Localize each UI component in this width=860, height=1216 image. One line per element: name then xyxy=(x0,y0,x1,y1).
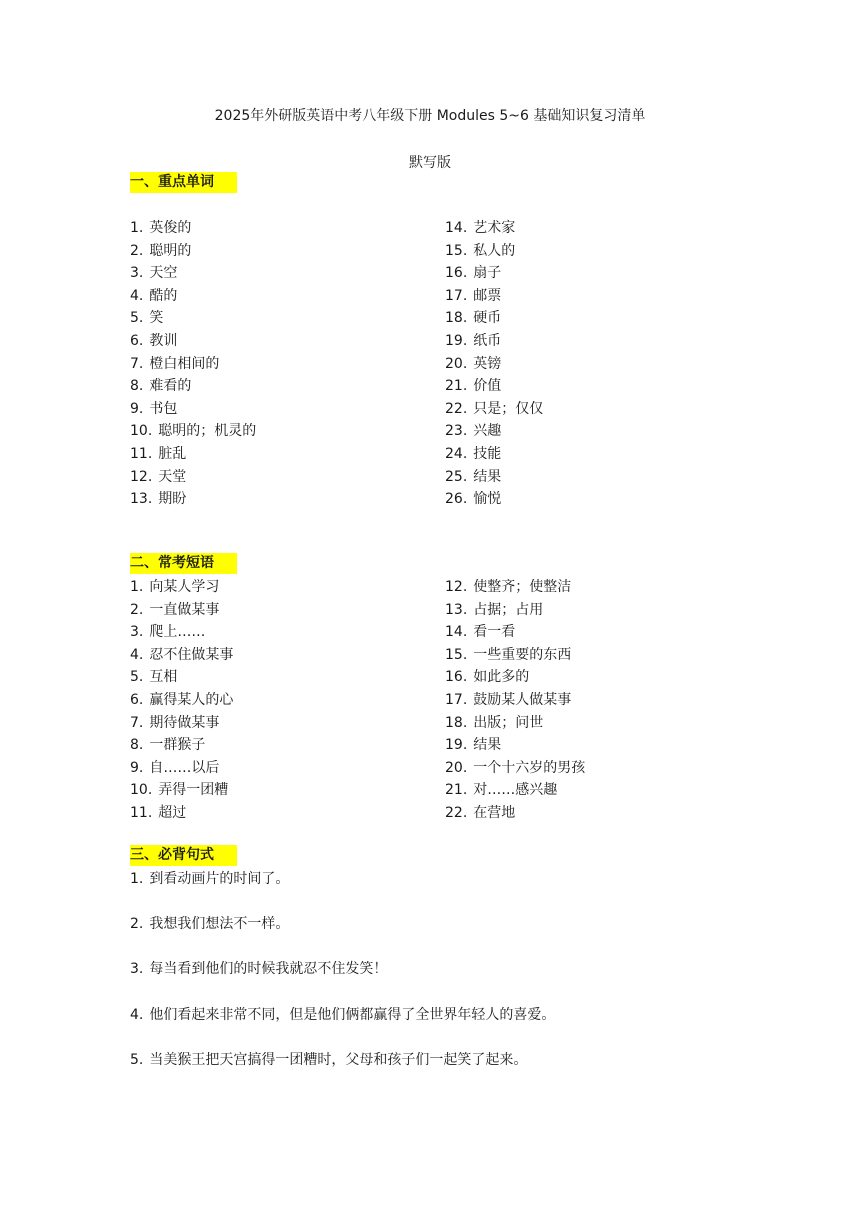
sentence-item xyxy=(130,868,555,913)
word-item xyxy=(130,466,256,489)
word-item-number: 24. xyxy=(445,445,468,462)
word-item-number: 18. xyxy=(445,310,468,327)
phrase-item-text: 使整齐；使整洁 xyxy=(473,579,572,595)
word-item-number: 20. xyxy=(445,355,468,372)
word-item xyxy=(130,443,256,466)
word-item-number: 26. xyxy=(445,491,468,508)
phrase-item-number: 18. xyxy=(445,714,468,731)
page-subtitle: 默写版 xyxy=(409,155,451,171)
phrase-item xyxy=(130,779,233,802)
sentence-item-number: 4. xyxy=(130,1006,144,1023)
word-item-number: 7. xyxy=(130,355,144,372)
word-item-text: 愉悦 xyxy=(473,491,502,508)
word-item-number: 10. xyxy=(130,423,153,440)
phrase-list-left xyxy=(130,576,233,825)
sentence-item-text: 到看动画片的时间了。 xyxy=(149,871,290,887)
phrase-item-text: 互相 xyxy=(149,669,178,686)
phrase-item-text: 出版；问世 xyxy=(473,714,544,731)
phrase-item-text: 看一看 xyxy=(473,624,516,641)
phrase-item-text: 期待做某事 xyxy=(149,714,220,731)
word-item-text: 聪明的；机灵的 xyxy=(158,423,257,440)
word-item xyxy=(130,488,256,511)
word-item xyxy=(445,262,543,285)
phrase-item xyxy=(130,734,233,757)
word-item-text: 酷的 xyxy=(149,287,178,304)
phrase-item-number: 22. xyxy=(445,804,468,821)
word-item-text: 橙白相间的 xyxy=(149,355,220,372)
word-item-number: 1. xyxy=(130,220,144,236)
phrase-item xyxy=(445,644,585,667)
word-item xyxy=(445,466,543,489)
phrase-list-right xyxy=(445,576,585,825)
phrase-item-text: 一直做某事 xyxy=(149,601,220,618)
word-item-text: 聪明的 xyxy=(149,242,192,259)
phrase-item xyxy=(130,712,233,735)
sentence-item xyxy=(130,1049,555,1094)
word-item-text: 英俊的 xyxy=(149,220,192,236)
sentence-item-number: 5. xyxy=(130,1051,144,1068)
phrase-item-number: 11. xyxy=(130,804,153,821)
word-item-text: 邮票 xyxy=(473,287,502,304)
word-item-number: 4. xyxy=(130,287,144,304)
word-item-number: 11. xyxy=(130,445,153,462)
word-item xyxy=(130,307,256,330)
word-item xyxy=(130,217,256,240)
phrase-item-number: 15. xyxy=(445,646,468,663)
sentence-item xyxy=(130,913,555,958)
phrase-item-text: 鼓励某人做某事 xyxy=(473,691,572,708)
word-item-text: 天堂 xyxy=(158,468,187,485)
phrase-item-number: 14. xyxy=(445,624,468,641)
phrase-item-number: 2. xyxy=(130,601,144,618)
word-item-number: 5. xyxy=(130,310,144,327)
sentence-list xyxy=(130,868,555,1094)
phrase-item-number: 5. xyxy=(130,669,144,686)
phrase-item xyxy=(445,757,585,780)
phrase-item xyxy=(130,621,233,644)
phrase-item-number: 1. xyxy=(130,579,144,595)
word-item-text: 纸币 xyxy=(473,332,502,349)
phrase-item xyxy=(445,689,585,712)
page-title: 2025年外研版英语中考八年级下册 Modules 5~6 基础知识复习清单 xyxy=(214,108,646,124)
word-item-text: 硬币 xyxy=(473,310,502,327)
word-item-number: 14. xyxy=(445,220,468,236)
phrase-item-number: 13. xyxy=(445,601,468,618)
word-item-text: 只是；仅仅 xyxy=(473,400,544,417)
word-item-text: 艺术家 xyxy=(473,220,516,236)
phrase-item-text: 赢得某人的心 xyxy=(149,691,234,708)
phrase-item-text: 弄得一团糟 xyxy=(158,782,229,799)
phrase-item xyxy=(445,802,585,825)
sentence-item-number: 2. xyxy=(130,916,144,933)
section-heading-phrases: 二、常考短语 xyxy=(130,553,237,574)
word-item xyxy=(445,217,543,240)
sentence-item-text: 当美猴王把天宫搞得一团糟时，父母和孩子们一起笑了起来。 xyxy=(149,1051,528,1068)
phrase-item-text: 自……以后 xyxy=(149,759,220,776)
phrase-item-text: 忍不住做某事 xyxy=(149,646,234,663)
phrase-item-number: 16. xyxy=(445,669,468,686)
phrase-item xyxy=(130,757,233,780)
section-heading-words: 一、重点单词 xyxy=(130,172,237,193)
word-item xyxy=(445,285,543,308)
phrase-item-number: 20. xyxy=(445,759,468,776)
word-item-number: 17. xyxy=(445,287,468,304)
phrase-item-text: 如此多的 xyxy=(473,669,530,686)
sentence-item-number: 3. xyxy=(130,961,144,978)
phrase-item xyxy=(445,734,585,757)
word-item xyxy=(445,353,543,376)
word-item-number: 21. xyxy=(445,378,468,395)
word-item xyxy=(130,375,256,398)
word-item xyxy=(130,420,256,443)
phrase-item-text: 一个十六岁的男孩 xyxy=(473,759,586,776)
phrase-item xyxy=(445,599,585,622)
word-item xyxy=(445,240,543,263)
phrase-item xyxy=(445,712,585,735)
word-item xyxy=(445,443,543,466)
phrase-item-text: 爬上…… xyxy=(149,624,206,641)
word-item-number: 16. xyxy=(445,265,468,282)
phrase-item-number: 17. xyxy=(445,691,468,708)
word-item xyxy=(445,307,543,330)
word-item-number: 9. xyxy=(130,400,144,417)
phrase-item-number: 3. xyxy=(130,624,144,641)
word-item-number: 6. xyxy=(130,332,144,349)
sentence-item-text: 他们看起来非常不同，但是他们俩都赢得了全世界年轻人的喜爱。 xyxy=(149,1006,556,1023)
phrase-item-number: 4. xyxy=(130,646,144,663)
phrase-item xyxy=(445,576,585,599)
word-item-text: 技能 xyxy=(473,445,502,462)
phrase-item-number: 6. xyxy=(130,691,144,708)
word-item xyxy=(445,488,543,511)
word-item-text: 扇子 xyxy=(473,265,502,282)
phrase-item xyxy=(130,666,233,689)
word-item-number: 2. xyxy=(130,242,144,259)
word-item-text: 价值 xyxy=(473,378,502,395)
word-item-text: 笑 xyxy=(149,310,164,327)
word-item-text: 结果 xyxy=(473,468,502,485)
word-item xyxy=(445,398,543,421)
section-heading-sentences: 三、必背句式 xyxy=(130,845,237,866)
word-item-text: 脏乱 xyxy=(158,445,187,462)
word-item-number: 23. xyxy=(445,423,468,440)
word-item-text: 英镑 xyxy=(473,355,502,372)
word-item-number: 12. xyxy=(130,468,153,485)
sentence-item-text: 我想我们想法不一样。 xyxy=(149,916,290,933)
phrase-item-number: 19. xyxy=(445,737,468,754)
phrase-item xyxy=(445,779,585,802)
phrase-item xyxy=(445,666,585,689)
phrase-item-text: 结果 xyxy=(473,737,502,754)
word-item-text: 期盼 xyxy=(158,491,187,508)
word-item xyxy=(130,240,256,263)
word-item xyxy=(130,262,256,285)
phrase-item-number: 7. xyxy=(130,714,144,731)
word-list-right xyxy=(445,217,543,511)
word-item xyxy=(445,330,543,353)
phrase-item-number: 21. xyxy=(445,782,468,799)
phrase-item-text: 一群猴子 xyxy=(149,737,206,754)
word-item-text: 私人的 xyxy=(473,242,516,259)
word-item-text: 教训 xyxy=(149,332,178,349)
word-item xyxy=(130,353,256,376)
phrase-item-text: 对……感兴趣 xyxy=(473,782,558,799)
phrase-item-text: 占据；占用 xyxy=(473,601,544,618)
word-item-number: 25. xyxy=(445,468,468,485)
word-item-number: 3. xyxy=(130,265,144,282)
word-item xyxy=(130,398,256,421)
word-item-number: 19. xyxy=(445,332,468,349)
phrase-item-text: 超过 xyxy=(158,804,187,821)
word-item-number: 8. xyxy=(130,378,144,395)
sentence-item xyxy=(130,1004,555,1049)
phrase-item xyxy=(130,644,233,667)
word-item-text: 天空 xyxy=(149,265,178,282)
phrase-item-number: 12. xyxy=(445,579,468,595)
phrase-item xyxy=(130,576,233,599)
phrase-item-text: 向某人学习 xyxy=(149,579,220,595)
word-item xyxy=(130,330,256,353)
phrase-item-text: 在营地 xyxy=(473,804,516,821)
word-item xyxy=(130,285,256,308)
word-item-text: 难看的 xyxy=(149,378,192,395)
sentence-item xyxy=(130,958,555,1003)
word-item xyxy=(445,420,543,443)
word-item-number: 13. xyxy=(130,491,153,508)
phrase-item-number: 10. xyxy=(130,782,153,799)
word-item-number: 15. xyxy=(445,242,468,259)
word-item-number: 22. xyxy=(445,400,468,417)
sentence-item-text: 每当看到他们的时候我就忍不住发笑！ xyxy=(149,961,388,978)
phrase-item-text: 一些重要的东西 xyxy=(473,646,572,663)
phrase-item-number: 8. xyxy=(130,737,144,754)
word-item-text: 书包 xyxy=(149,400,178,417)
phrase-item xyxy=(130,599,233,622)
sentence-item-number: 1. xyxy=(130,871,144,887)
word-list-left xyxy=(130,217,256,511)
phrase-item xyxy=(445,621,585,644)
phrase-item-number: 9. xyxy=(130,759,144,776)
phrase-item xyxy=(130,802,233,825)
word-item xyxy=(445,375,543,398)
word-item-text: 兴趣 xyxy=(473,423,502,440)
phrase-item xyxy=(130,689,233,712)
